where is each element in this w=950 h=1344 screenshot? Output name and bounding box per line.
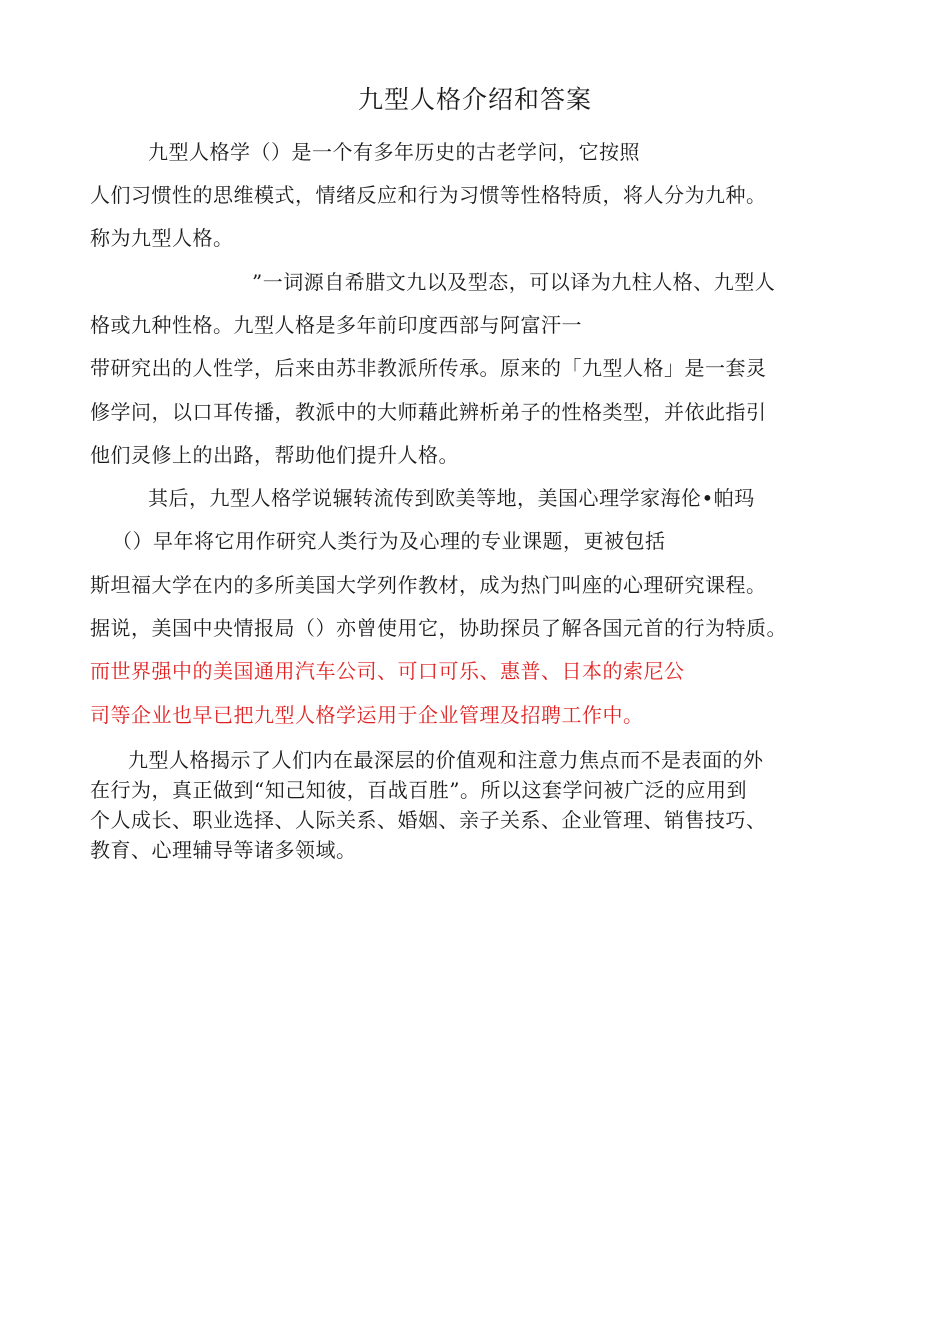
document-title: 九型人格介绍和答案 bbox=[357, 85, 592, 114]
paragraph-line: 他们灵修上的出路，帮助他们提升人格。 bbox=[90, 443, 459, 467]
paragraph-line: 修学问，以口耳传播，教派中的大师藉此辨析弟子的性格类型，并依此指引 bbox=[90, 400, 767, 424]
paragraph-line: 九型人格学（）是一个有多年历史的古老学问，它按照 bbox=[148, 140, 640, 164]
paragraph-line: 据说，美国中央情报局（）亦曾使用它，协助探员了解各国元首的行为特质。 bbox=[90, 616, 787, 640]
highlighted-line: 司等企业也早已把九型人格学运用于企业管理及招聘工作中。 bbox=[90, 703, 644, 727]
paragraph-line: 九型人格揭示了人们内在最深层的价值观和注意力焦点而不是表面的外 bbox=[128, 748, 764, 772]
paragraph-line: 人们习惯性的思维模式，情绪反应和行为习惯等性格特质，将人分为九种。 bbox=[90, 183, 767, 207]
paragraph-line: 教育、心理辅导等诸多领域。 bbox=[90, 838, 357, 862]
paragraph-line: 在行为，真正做到“知己知彼，百战百胜”。所以这套学问被广泛的应用到 bbox=[90, 778, 747, 802]
paragraph-line: ”一词源自希腊文九以及型态，可以译为九柱人格、九型人 bbox=[252, 270, 776, 294]
paragraph-line: （）早年将它用作研究人类行为及心理的专业课题，更被包括 bbox=[112, 529, 666, 553]
highlighted-line: 而世界强中的美国通用汽车公司、可口可乐、惠普、日本的索尼公 bbox=[90, 659, 685, 683]
paragraph-line: 个人成长、职业选择、人际关系、婚姻、亲子关系、企业管理、销售技巧、 bbox=[90, 808, 767, 832]
paragraph-line: 称为九型人格。 bbox=[90, 226, 234, 250]
paragraph-line: 带研究出的人性学，后来由苏非教派所传承。原来的「九型人格」是一套灵 bbox=[90, 356, 767, 380]
paragraph-line: 其后，九型人格学说辗转流传到欧美等地，美国心理学家海伦•帕玛 bbox=[148, 486, 755, 510]
paragraph-line: 格或九种性格。九型人格是多年前印度西部与阿富汗一 bbox=[90, 313, 582, 337]
paragraph-line: 斯坦福大学在内的多所美国大学列作教材，成为热门叫座的心理研究课程。 bbox=[90, 573, 767, 597]
